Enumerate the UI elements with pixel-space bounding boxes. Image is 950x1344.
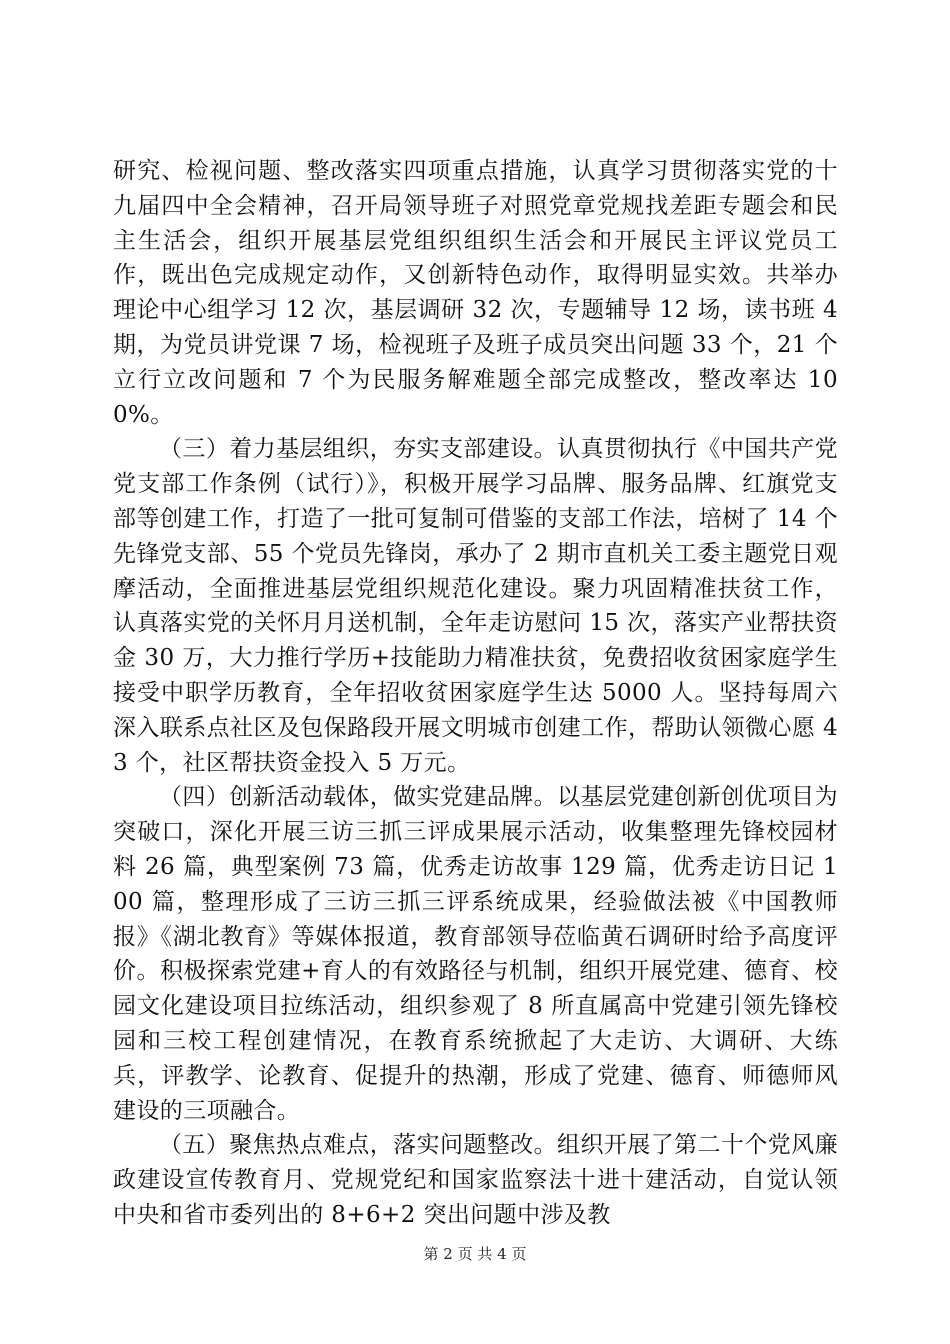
paragraph-1: 研究、检视问题、整改落实四项重点措施，认真学习贯彻落实党的十九届四中全会精神，召开局领导班子对照党章党规找差距专题会和民主生活会，组织开展基层党组织组织生活会和开展民主评议党员工作，既出色完成规定动作，又创新特色动作，取得明显实效。共举办理论中心组学习 12 次，基层调研 32 次，专题辅导 12 场，读书班 4 期，为党员讲党课 7 场，检视班子及班子成员突出问题 33 个，21 个立行立改问题和 7 个为民服务解难题全部完成整改，整改率达 100%。 [113, 158, 838, 428]
document-body [113, 154, 838, 1233]
page-footer: 第 2 页 共 4 页 [423, 1245, 527, 1263]
paragraph-4: （五）聚焦热点难点，落实问题整改。组织开展了第二十个党风廉政建设宣传教育月、党规党纪和国家监察法十进十建活动，自觉认领中央和省市委列出的 8+6+2 突出问题中涉及教 [113, 1132, 838, 1228]
paragraph-2: （三）着力基层组织，夯实支部建设。认真贯彻执行《中国共产党党支部工作条例（试行）》，积极开展学习品牌、服务品牌、红旗党支部等创建工作，打造了一批可复制可借鉴的支部工作法，培树了 14 个先锋党支部、55 个党员先锋岗，承办了 2 期市直机关工委主题党日观摩活动，全面推进基层党组织规范化建设。聚力巩固精准扶贫工作，认真落实党的关怀月月送机制，全年走访慰问 15 次，落实产业帮扶资金 30 万，大力推行学历+技能助力精准扶贫，免费招收贫困家庭学生接受中职学历教育，全年招收贫困家庭学生达 5000 人。坚持每周六深入联系点社区及包保路段开展文明城市创建工作，帮助认领微心愿 43 个，社区帮扶资金投入 5 万元。 [113, 436, 838, 776]
paragraph-3: （四）创新活动载体，做实党建品牌。以基层党建创新创优项目为突破口，深化开展三访三抓三评成果展示活动，收集整理先锋校园材料 26 篇，典型案例 73 篇，优秀走访故事 129 篇，优秀走访日记 100 篇，整理形成了三访三抓三评系统成果，经验做法被《中国教师报》《湖北教育》等媒体报道，教育部领导莅临黄石调研时给予高度评价。积极探索党建+育人的有效路径与机制，组织开展党建、德育、校园文化建设项目拉练活动，组织参观了 8 所直属高中党建引领先锋校园和三校工程创建情况，在教育系统掀起了大走访、大调研、大练兵，评教学、论教育、促提升的热潮，形成了党建、德育、师德师风建设的三项融合。 [113, 784, 838, 1124]
